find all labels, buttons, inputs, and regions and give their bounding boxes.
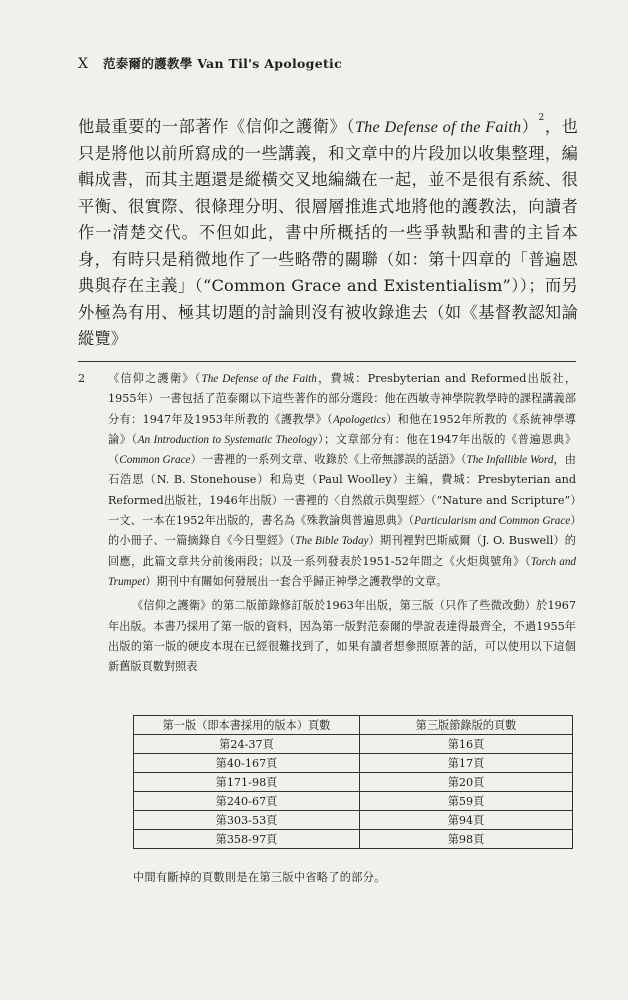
table-row — [134, 811, 573, 830]
table-cell: 第20頁 — [360, 773, 573, 792]
table-header-first-edition: 第一版（即本書採用的版本）頁數 — [134, 716, 360, 735]
table-row — [134, 830, 573, 849]
table-row — [134, 773, 573, 792]
footnote-text-segment: 《信仰之護衛》（ — [108, 372, 202, 385]
footnote-number: 2 — [78, 372, 86, 385]
table-cell: 第40-167頁 — [134, 754, 360, 773]
footnote-italic-title: The Defense of the Faith — [201, 373, 317, 385]
table-header-third-edition: 第三版節錄版的頁數 — [360, 716, 573, 735]
table-cell: 第303-53頁 — [134, 811, 360, 830]
body-text-paren: ） — [521, 117, 539, 136]
table-cell: 第98頁 — [360, 830, 573, 849]
table-cell: 第358-97頁 — [134, 830, 360, 849]
table-cell: 第24-37頁 — [134, 735, 360, 754]
table-row — [134, 792, 573, 811]
running-header — [78, 54, 342, 72]
table-note: 中間有斷掉的頁數則是在第三版中省略了的部分。 — [133, 871, 386, 884]
page-folio: X — [78, 56, 89, 72]
table-cell: 第16頁 — [360, 735, 573, 754]
footnote-text-segment: ）；文章部分有：他在1947年出版的《普遍恩典》（ — [108, 432, 577, 467]
footnote-text-segment: ）和他在1952年所教的《系統神學導論》（ — [108, 412, 576, 446]
table-cell: 第94頁 — [360, 811, 573, 830]
footnote-text-segment: ）一書裡的一系列文章、收錄於《上帝無謬誤的話語》（ — [190, 453, 467, 467]
footnote-text — [108, 369, 576, 592]
body-text-start: 他最重要的一部著作《信仰之護衛》（ — [78, 117, 355, 136]
body-paragraph — [78, 114, 578, 353]
running-title: 范泰爾的護教學 Van Til's Apologetic — [102, 56, 342, 71]
footnote-text-segment: ）期刊裡對巴斯威爾（J. O. Buswell）的回應，此篇文章共分前後兩段；以及一系列發表於1951-52年間之《火炬與號角》（ — [108, 534, 576, 568]
footnote-italic-title: The Infallible Word — [466, 454, 554, 467]
footnote-text-segment: ）期刊中有關如何發展出一套合乎歸正神學之護教學的文章。 — [145, 574, 448, 588]
body-italic-title: The Defense of the Faith — [354, 118, 522, 136]
footnote-italic-title: An Introduction to Systematic Theology — [137, 433, 318, 446]
table-cell: 第17頁 — [360, 754, 573, 773]
footnote-reference[interactable]: 2 — [538, 113, 545, 123]
footnote-text-segment: ，費城：Presbyterian and Reformed出版社，1955年）一書包括了范泰爾以下這些著作的部分選段：他在西敏寺神學院教學時的課程講義部分有：1947年及1953年所教的《護教學》（ — [108, 372, 577, 426]
table-cell: 第59頁 — [360, 792, 573, 811]
table-row — [134, 735, 573, 754]
footnote-italic-title: Apologetics — [332, 413, 386, 426]
table-cell: 第171-98頁 — [134, 773, 360, 792]
table-header-row — [134, 716, 573, 735]
footnote-italic-title: Particularism and Common Grace — [414, 515, 571, 528]
footnote-divider — [78, 361, 576, 362]
body-text-rest: ，也只是將他以前所寫成的一些講義，和文章中的片段加以收集整理，編輯成書，而其主題還是縱橫交叉地編織在一起，並不是很有系統、很平衡、很實際、很條理分明、很層層推進式地將他的護教法，向讀者作一清楚交代。不但如此，書中所概括的一些爭執點和書的主旨本身，有時只是稍微地作了一些略帶的關聯（如：第十四章的「普遍恩典與存在主義」（“Common Grace and Existentialism”））；而另外極為有用、極其切題的討論則沒有被收錄進去（如《基督教認知論縱覽》 — [78, 117, 578, 348]
footnote-italic-title: Torch and Trumpet — [108, 555, 577, 588]
footnote-italic-title: Common Grace — [119, 454, 191, 467]
footnote-text-segment: ）的小冊子、一篇摘錄自《今日聖經》（ — [108, 514, 577, 548]
footnote-paragraph-2: 《信仰之護衛》的第二版節錄修訂版於1963年出版，第三版（只作了些微改動）於1967年出版。本書乃採用了第一版的資料，因為第一版對范泰爾的學說表達得最齊全，不過1955年出版的第一版的硬皮本現在已經很難找到了，如果有讀者想參照原著的話，可以使用以下這個新舊版頁數對照表 — [108, 599, 576, 674]
table-row — [134, 754, 573, 773]
footnote-text-segment: ，由石浩思（N. B. Stonehouse）和烏吏（Paul Woolley）主編，費城：Presbyterian and Reformed出版社，1946年出版）一書裡的〈自然啟示與聖經〉（“Nature and Scripture”）一文、一本在1952年出版的，書名為《殊教論與普遍恩典》（ — [108, 453, 576, 528]
page-correspondence-table — [133, 715, 573, 849]
footnote — [78, 369, 576, 677]
table-cell: 第240-67頁 — [134, 792, 360, 811]
footnote-italic-title: The Bible Today — [295, 535, 369, 548]
